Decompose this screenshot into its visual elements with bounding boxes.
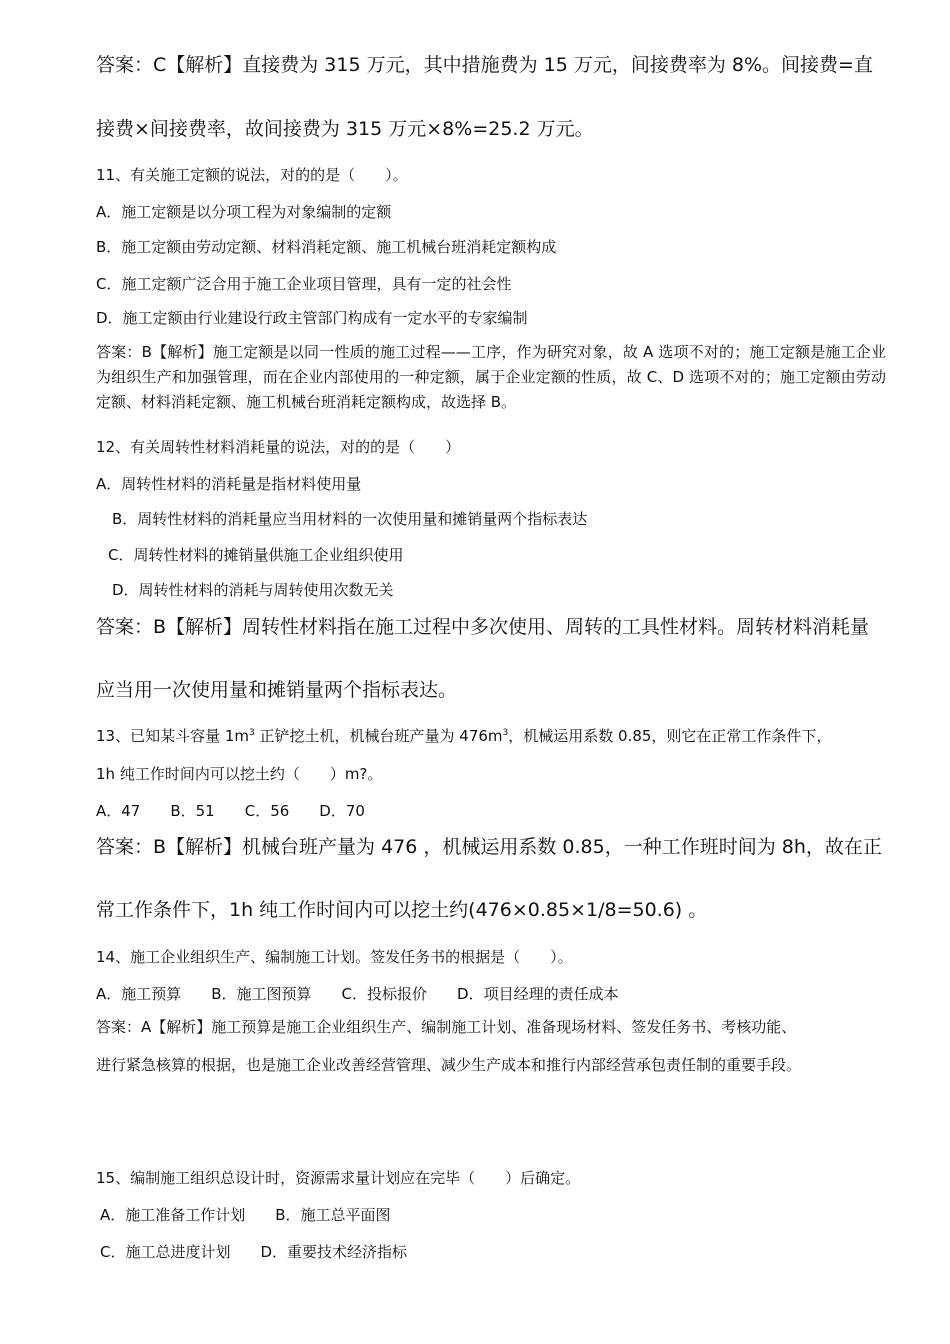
answer-14-line-1: 答案：A【解析】施工预算是施工企业组织生产、编制施工计划、准备现场材料、签发任务书、考核功能、 (96, 1018, 797, 1036)
question-15: 15、编制施工组织总设计时，资源需求量计划应在完毕（ ）后确定。 (96, 1169, 581, 1187)
question-13-text-2: 正铲挖土机，机械台班产量为 476m (254, 727, 503, 745)
question-11-option-a: A．施工定额是以分项工程为对象编制的定额 (96, 203, 392, 221)
question-11-option-b: B．施工定额由劳动定额、材料消耗定额、施工机械台班消耗定额构成 (96, 238, 557, 256)
answer-10-line-2: 接费×间接费率，故间接费为 315 万元×8%=25.2 万元。 (96, 118, 594, 140)
answer-13-line-2: 常工作条件下，1h 纯工作时间内可以挖土约(476×0.85×1/8=50.6) 。 (96, 899, 708, 921)
question-14-options: A．施工预算 B．施工图预算 C．投标报价 D．项目经理的责任成本 (96, 985, 619, 1003)
question-13-line-2: 1h 纯工作时间内可以挖土约（ ）m?。 (96, 765, 383, 783)
question-12-option-d: D．周转性材料的消耗与周转使用次数无关 (112, 581, 394, 599)
question-12-option-a: A．周转性材料的消耗量是指材料使用量 (96, 475, 362, 493)
answer-11: 答案：B【解析】施工定额是以同一性质的施工过程——工序，作为研究对象，故 A 选项不对的；施工定额是施工企业为组织生产和加强管理，而在企业内部使用的一种定额，属于企业定额的性质，故 C、D 选项不对的；施工定额由劳动定额、材料消耗定额、施工机械台班消耗定额构成，故选择 B。 (96, 343, 886, 411)
answer-12-line-2: 应当用一次使用量和摊销量两个指标表达。 (96, 679, 458, 701)
question-11-option-c: C．施工定额广泛合用于施工企业项目管理，具有一定的社会性 (96, 275, 512, 293)
question-11: 11、有关施工定额的说法，对的的是（ ）。 (96, 166, 408, 184)
question-13-text-1: 13、已知某斗容量 1m (96, 727, 250, 745)
answer-12-line-1: 答案：B【解析】周转性材料指在施工过程中多次使用、周转的工具性材料。周转材料消耗量 (96, 616, 870, 638)
answer-13-line-1: 答案：B【解析】机械台班产量为 476 ，机械运用系数 0.85，一种工作班时间为 8h，故在正 (96, 836, 882, 858)
question-13-options: A．47 B．51 C．56 D．70 (96, 802, 365, 820)
superscript-3: 3 (502, 728, 509, 738)
question-14: 14、施工企业组织生产、编制施工计划。签发任务书的根据是（ ）。 (96, 948, 573, 966)
question-15-options-ab: A．施工准备工作计划 B．施工总平面图 (100, 1206, 391, 1224)
question-15-options-cd: C．施工总进度计划 D．重要技术经济指标 (100, 1243, 408, 1261)
question-12-option-c: C．周转性材料的摊销量供施工企业组织使用 (108, 546, 404, 564)
answer-14-line-2: 进行紧急核算的根据，也是施工企业改善经营管理、减少生产成本和推行内部经营承包责任制的重要手段。 (96, 1056, 802, 1074)
question-13-text-3: ，机械运用系数 0.85，则它在正常工作条件下， (508, 727, 832, 745)
superscript-3: 3 (249, 728, 255, 738)
question-13-line-1 (96, 725, 831, 746)
question-12-option-b: B．周转性材料的消耗量应当用材料的一次使用量和摊销量两个指标表达 (112, 510, 588, 528)
answer-10-line-1: 答案：C【解析】直接费为 315 万元，其中措施费为 15 万元，间接费率为 8%。间接费=直 (96, 54, 873, 76)
question-12: 12、有关周转性材料消耗量的说法，对的的是（ ） (96, 438, 461, 456)
question-11-option-d: D．施工定额由行业建设行政主管部门构成有一定水平的专家编制 (96, 309, 528, 327)
